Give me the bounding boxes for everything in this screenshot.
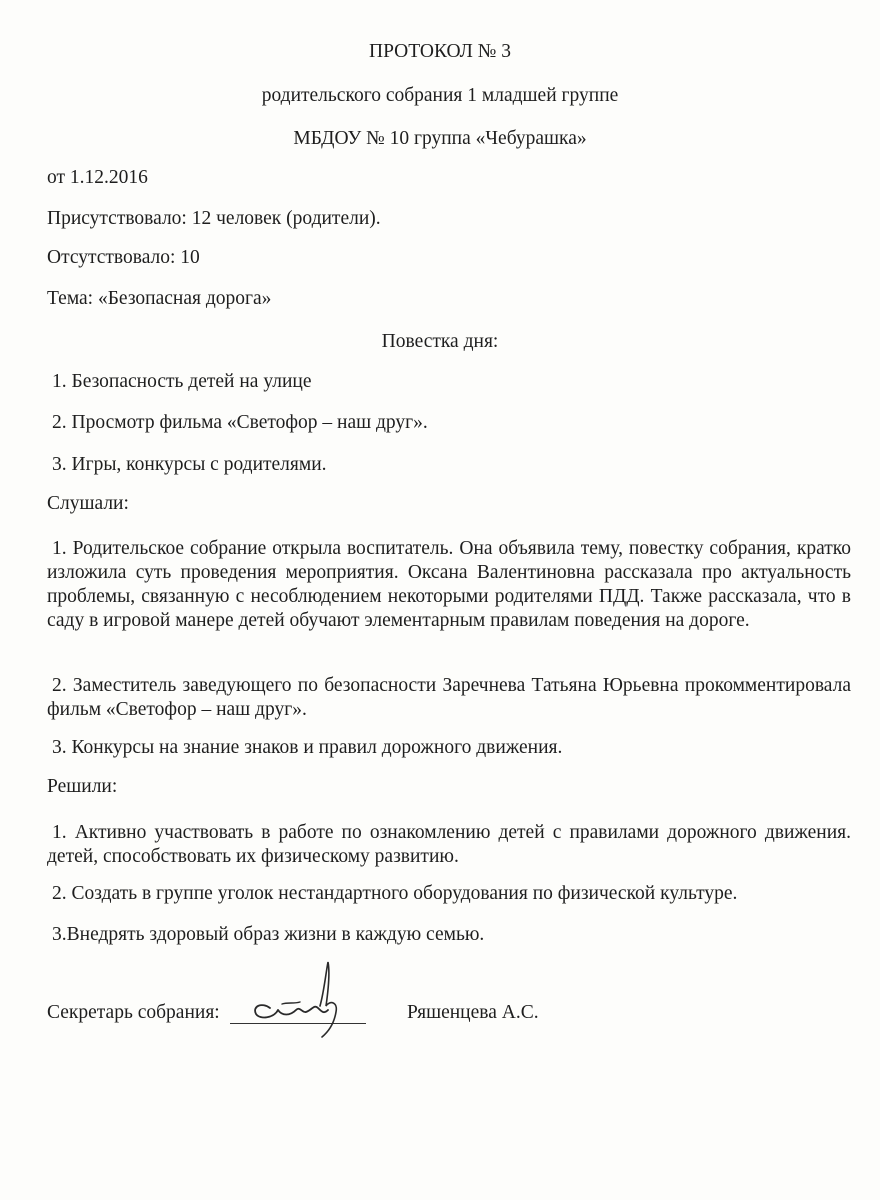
document-title: ПРОТОКОЛ № 3 xyxy=(369,41,511,62)
document-subtitle: родительского собрания 1 младшей группе xyxy=(261,85,619,106)
present-line: Присутствовало: 12 человек (родители). xyxy=(47,208,381,229)
decided-item: 2. Создать в группе уголок нестандартного оборудования по физической культуре. xyxy=(52,883,738,904)
heard-item: 1. Родительское собрание открыла воспитатель. Она объявила тему, повестку собрания, кратко изложила суть проведения мероприятия. Оксана Валентиновна рассказала про актуальность проблемы, связанную с несоблюдением некоторыми родителями ПДД. Также рассказала, что в саду в игровой манере детей обучают элементарным правилам поведения на дороге. xyxy=(47,538,851,631)
heard-item: 2. Заместитель заведующего по безопасности Заречнева Татьяна Юрьевна прокомментировала фильм «Светофор – наш друг». xyxy=(47,675,851,720)
agenda-item: 2. Просмотр фильма «Светофор – наш друг». xyxy=(52,412,428,433)
heard-heading: Слушали: xyxy=(47,493,129,514)
organization-line: МБДОУ № 10 группа «Чебурашка» xyxy=(293,128,587,149)
agenda-item: 3. Игры, конкурсы с родителями. xyxy=(52,454,327,475)
absent-line: Отсутствовало: 10 xyxy=(47,247,200,268)
decided-item: 1. Активно участвовать в работе по ознакомлению детей с правилами дорожного движения. детей, способствовать их физическому развитию. xyxy=(47,822,851,867)
decided-heading: Решили: xyxy=(47,776,118,797)
heard-item: 3. Конкурсы на знание знаков и правил дорожного движения. xyxy=(52,737,563,758)
handwritten-signature xyxy=(244,958,364,1040)
date-line: от 1.12.2016 xyxy=(47,167,148,188)
agenda-heading: Повестка дня: xyxy=(381,331,499,352)
secretary-name: Ряшенцева А.С. xyxy=(407,1002,539,1023)
topic-line: Тема: «Безопасная дорога» xyxy=(47,288,272,309)
secretary-label: Секретарь собрания: xyxy=(47,1002,220,1023)
decided-item: 3.Внедрять здоровый образ жизни в каждую семью. xyxy=(52,924,485,945)
agenda-item: 1. Безопасность детей на улице xyxy=(52,371,312,392)
